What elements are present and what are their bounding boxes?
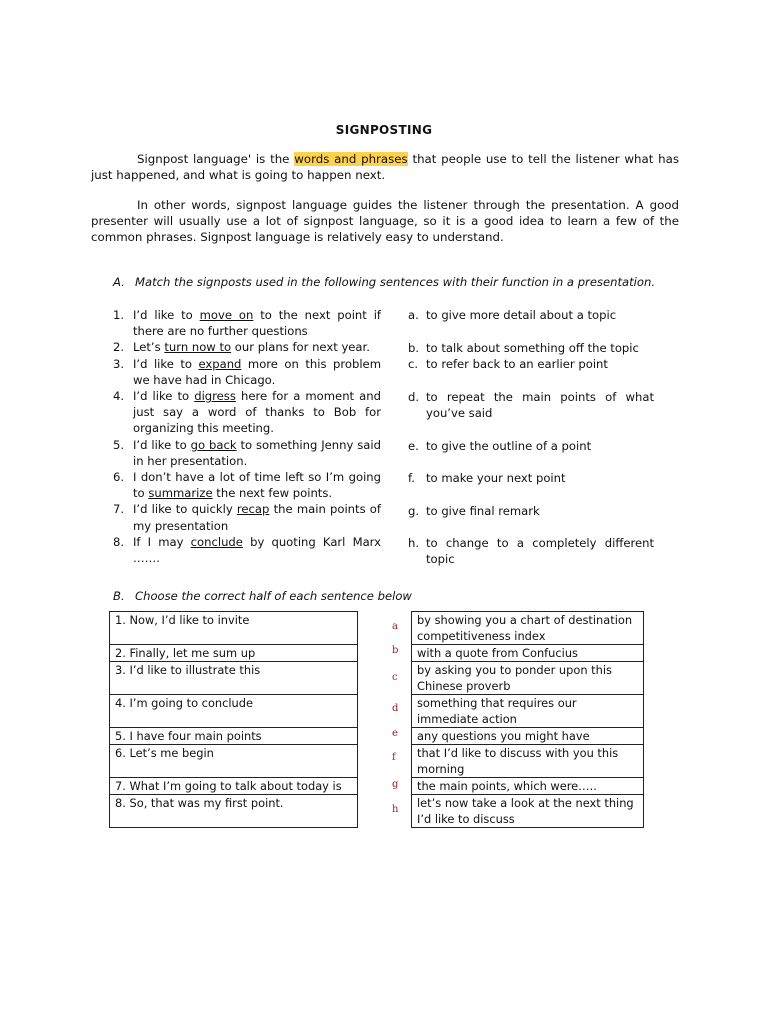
sentence-number: 3. xyxy=(113,356,125,371)
sentence-text: by quoting Karl Marx ……. xyxy=(133,534,381,566)
sentence-number: 4. xyxy=(113,389,125,404)
answer-letter: b xyxy=(392,645,399,656)
signpost-phrase: recap xyxy=(236,502,270,517)
sentence-starts-table xyxy=(109,611,358,828)
sentence-ending-cell: let’s now take a look at the next thing I’d like to discuss xyxy=(412,795,644,828)
sentence-number: 2. xyxy=(113,340,125,355)
answer-letter: c xyxy=(392,672,398,683)
function-text: to give final remark xyxy=(426,504,540,518)
function-letter: b. xyxy=(408,341,420,355)
sentence-start-cell: 5. I have four main points xyxy=(110,728,358,745)
answer-letter: d xyxy=(392,703,399,714)
signpost-phrase: go back xyxy=(190,437,237,452)
function-letter: g. xyxy=(408,504,420,518)
sentence-item xyxy=(113,437,381,469)
signpost-phrase: digress xyxy=(194,389,236,404)
section-b-letter: B. xyxy=(113,589,125,603)
sentence-text: the next few points. xyxy=(212,486,333,501)
answer-letter: h xyxy=(392,804,399,815)
sentence-text: I don’t have a lot of time left so I’m going to xyxy=(133,470,381,501)
sentence-number: 5. xyxy=(113,437,125,452)
page-title: SIGNPOSTING xyxy=(335,123,433,137)
sentence-start-cell: 8. So, that was my first point. xyxy=(110,795,358,828)
function-item xyxy=(408,535,654,567)
sentence-ending-cell: by showing you a chart of destination competitiveness index xyxy=(412,612,644,645)
function-item xyxy=(408,503,654,519)
sentence-ending-cell: the main points, which were….. xyxy=(412,778,644,795)
sentence-ending-cell: any questions you might have xyxy=(412,728,644,745)
section-b-heading-text: Choose the correct half of each sentence below xyxy=(135,589,412,603)
signpost-phrase: conclude xyxy=(190,534,243,549)
section-a-letter: A. xyxy=(113,275,125,289)
function-text: to give more detail about a topic xyxy=(426,308,617,322)
signpost-phrase: move on xyxy=(199,308,254,322)
sentence-text: to the next point if there are no further questions xyxy=(133,308,381,339)
sentence-item xyxy=(113,356,381,388)
sentence-start-cell: 6. Let’s me begin xyxy=(110,745,358,778)
sentence-number: 7. xyxy=(113,502,125,517)
signpost-phrase: turn now to xyxy=(164,340,232,355)
sentence-item xyxy=(113,469,381,501)
section-b-heading xyxy=(113,589,412,603)
sentence-ending-cell: something that requires our immediate action xyxy=(412,695,644,728)
function-item xyxy=(408,340,654,356)
function-text: to make your next point xyxy=(426,471,566,485)
function-letter: h. xyxy=(408,536,420,550)
sentence-text: to something Jenny said in her presentation. xyxy=(133,437,381,468)
answer-letter: e xyxy=(392,728,398,739)
function-item xyxy=(408,438,654,454)
sentence-item xyxy=(113,501,381,533)
intro-paragraph-1 xyxy=(91,151,679,183)
sentence-text: If I may xyxy=(133,534,191,549)
sentence-ending-cell: with a quote from Confucius xyxy=(412,645,644,662)
sentence-text: I’d like to quickly xyxy=(133,502,237,517)
function-letter: a. xyxy=(408,308,419,322)
signpost-phrase: summarize xyxy=(148,486,213,501)
sentence-text: I’d like to xyxy=(133,308,200,322)
function-letter: e. xyxy=(408,439,419,453)
sentence-number: 1. xyxy=(113,308,125,322)
signpost-phrase: expand xyxy=(198,356,242,371)
sentence-endings-table xyxy=(411,611,644,828)
answer-letter: g xyxy=(392,779,399,790)
sentence-start-cell: 3. I’d like to illustrate this xyxy=(110,662,358,695)
sentence-ending-cell: that I’d like to discuss with you this morning xyxy=(412,745,644,778)
function-text: to repeat the main points of what you’ve said xyxy=(426,390,654,421)
sentence-text: the main points of my presentation xyxy=(133,502,381,533)
sentence-item xyxy=(113,388,381,437)
sentence-text: here for a moment and just say a word of thanks to Bob for organizing this meeting. xyxy=(133,389,381,436)
function-item xyxy=(408,356,654,372)
sentence-start-cell: 2. Finally, let me sum up xyxy=(110,645,358,662)
sentence-text: I’d like to xyxy=(133,356,199,371)
section-a-heading-text: Match the signposts used in the following sentences with their function in a presentation. xyxy=(135,275,656,289)
sentence-start-cell: 7. What I’m going to talk about today is xyxy=(110,778,358,795)
function-text: to talk about something off the topic xyxy=(426,341,639,355)
signpost-sentences xyxy=(113,307,381,566)
sentence-item xyxy=(113,339,381,355)
sentence-item xyxy=(113,534,381,566)
sentence-text: Let’s xyxy=(133,340,165,355)
sentence-number: 8. xyxy=(113,534,125,549)
function-text: to refer back to an earlier point xyxy=(426,357,608,371)
sentence-text: I’d like to xyxy=(133,389,195,404)
sentence-text: more on this problem we have had in Chicago. xyxy=(133,356,381,387)
function-text: to give the outline of a point xyxy=(426,439,592,453)
function-letter: d. xyxy=(408,390,420,404)
function-letter: c. xyxy=(408,357,419,371)
sentence-number: 6. xyxy=(113,470,125,485)
sentence-start-cell: 1. Now, I’d like to invite xyxy=(110,612,358,645)
function-item xyxy=(408,307,654,323)
function-text: to change to a completely different topic xyxy=(426,536,654,567)
intro-p1-before: Signpost language' is the xyxy=(137,152,295,166)
function-item xyxy=(408,389,654,421)
function-item xyxy=(408,470,654,486)
sentence-text: our plans for next year. xyxy=(231,340,370,355)
highlighted-phrase: words and phrases xyxy=(294,152,408,166)
intro-paragraph-2: In other words, signpost language guides the listener through the presentation. A good presenter will usually use a lot of signpost language, so it is a good idea to learn a few of the common phrases. Signpost language is relatively easy to understand. xyxy=(91,198,679,244)
sentence-item xyxy=(113,307,381,339)
answer-letter: a xyxy=(392,621,398,632)
answer-letter: f xyxy=(392,752,396,763)
section-a-heading xyxy=(113,275,655,289)
sentence-start-cell: 4. I’m going to conclude xyxy=(110,695,358,728)
sentence-text: I’d like to xyxy=(133,437,191,452)
function-letter: f. xyxy=(408,471,415,485)
intro-p1-after: that people use to tell the listener what has just happened, and what is going to happen next. xyxy=(91,152,680,182)
sentence-ending-cell: by asking you to ponder upon this Chinese proverb xyxy=(412,662,644,695)
